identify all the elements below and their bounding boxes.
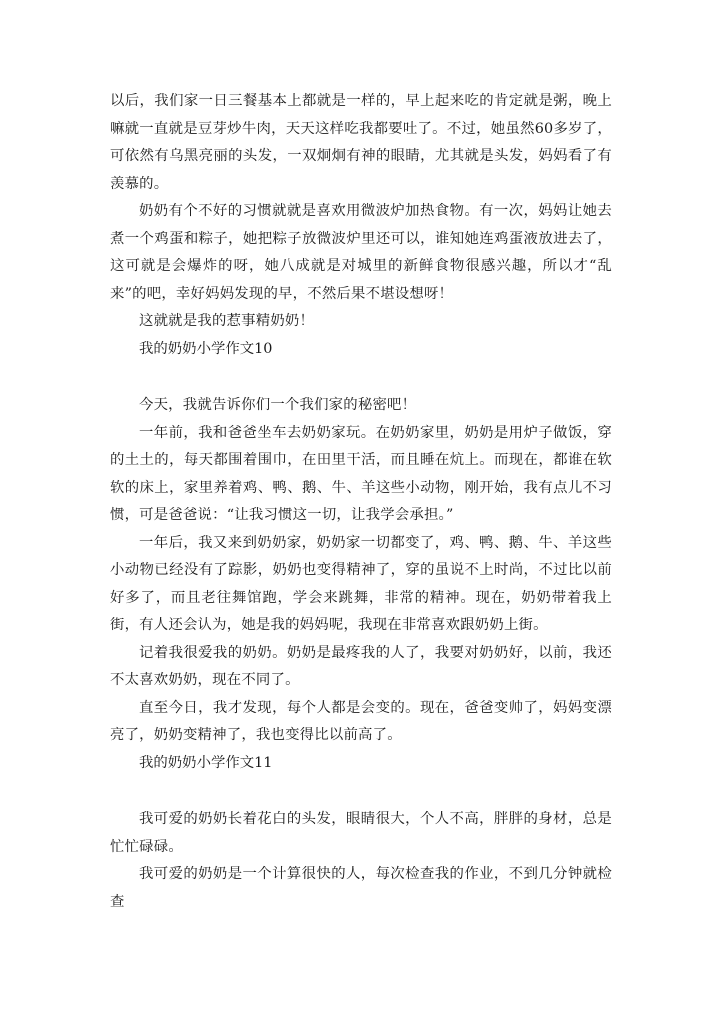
- essay-title-11: 我的奶奶小学作文11: [139, 754, 273, 771]
- paragraph: 我可爱的奶奶长着花白的头发，眼睛很大，个人不高，胖胖的身材，总是忙忙碌碌。: [110, 811, 612, 855]
- spacer: [110, 363, 612, 392]
- spacer: [110, 777, 612, 806]
- paragraph: 一年前，我和爸爸坐车去奶奶家玩。在奶奶家里，奶奶是用炉子做饭，穿的土土的，每天都围着围巾，在田里干活，而且睡在炕上。而现在，都谁在软软的床上，家里养着鸡、鸭、鹅、牛、羊这些小动物，刚开始，我有点儿不习惯，可是爸爸说：“让我习惯这一切，让我学会承担。”: [110, 424, 612, 523]
- paragraph: 以后，我们家一日三餐基本上都就是一样的，早上起来吃的肯定就是粥，晚上嘛就一直就是豆芽炒牛肉，天天这样吃我都要吐了。不过，她虽然60多岁了，可依然有乌黑亮丽的头发，一双炯炯有神的眼睛，尤其就是头发，妈妈看了有羡慕的。: [110, 93, 612, 192]
- paragraph: 今天，我就告诉你们一个我们家的秘密吧！: [139, 397, 417, 413]
- paragraph: 这就就是我的惹事精奶奶！: [139, 313, 315, 329]
- paragraph: 我可爱的奶奶是一个计算很快的人，每次检查我的作业，不到几分钟就检查: [110, 866, 612, 910]
- paragraph: 奶奶有个不好的习惯就就是喜欢用微波炉加热食物。有一次，妈妈让她去煮一个鸡蛋和粽子，她把粽子放微波炉里还可以，谁知她连鸡蛋液放进去了，这可就是会爆炸的呀，她八成就是对城里的新鲜食物很感兴趣，所以才“乱来”的吧，幸好妈妈发现的早，不然后果不堪设想呀！: [110, 203, 612, 302]
- document-page: [110, 88, 612, 916]
- paragraph: 直至今日，我才发现，每个人都是会变的。现在，爸爸变帅了，妈妈变漂亮了，奶奶变精神了，我也变得比以前高了。: [110, 699, 612, 743]
- paragraph: 记着我很爱我的奶奶。奶奶是最疼我的人了，我要对奶奶好，以前，我还不太喜欢奶奶，现在不同了。: [110, 644, 612, 688]
- paragraph: 一年后，我又来到奶奶家，奶奶家一切都变了，鸡、鸭、鹅、牛、羊这些小动物已经没有了踪影，奶奶也变得精神了，穿的虽说不上时尚，不过比以前好多了，而且老往舞馆跑，学会来跳舞，非常的精神。现在，奶奶带着我上街，有人还会认为，她是我的妈妈呢，我现在非常喜欢跟奶奶上街。: [110, 534, 612, 633]
- essay-title-10: 我的奶奶小学作文10: [139, 340, 273, 357]
